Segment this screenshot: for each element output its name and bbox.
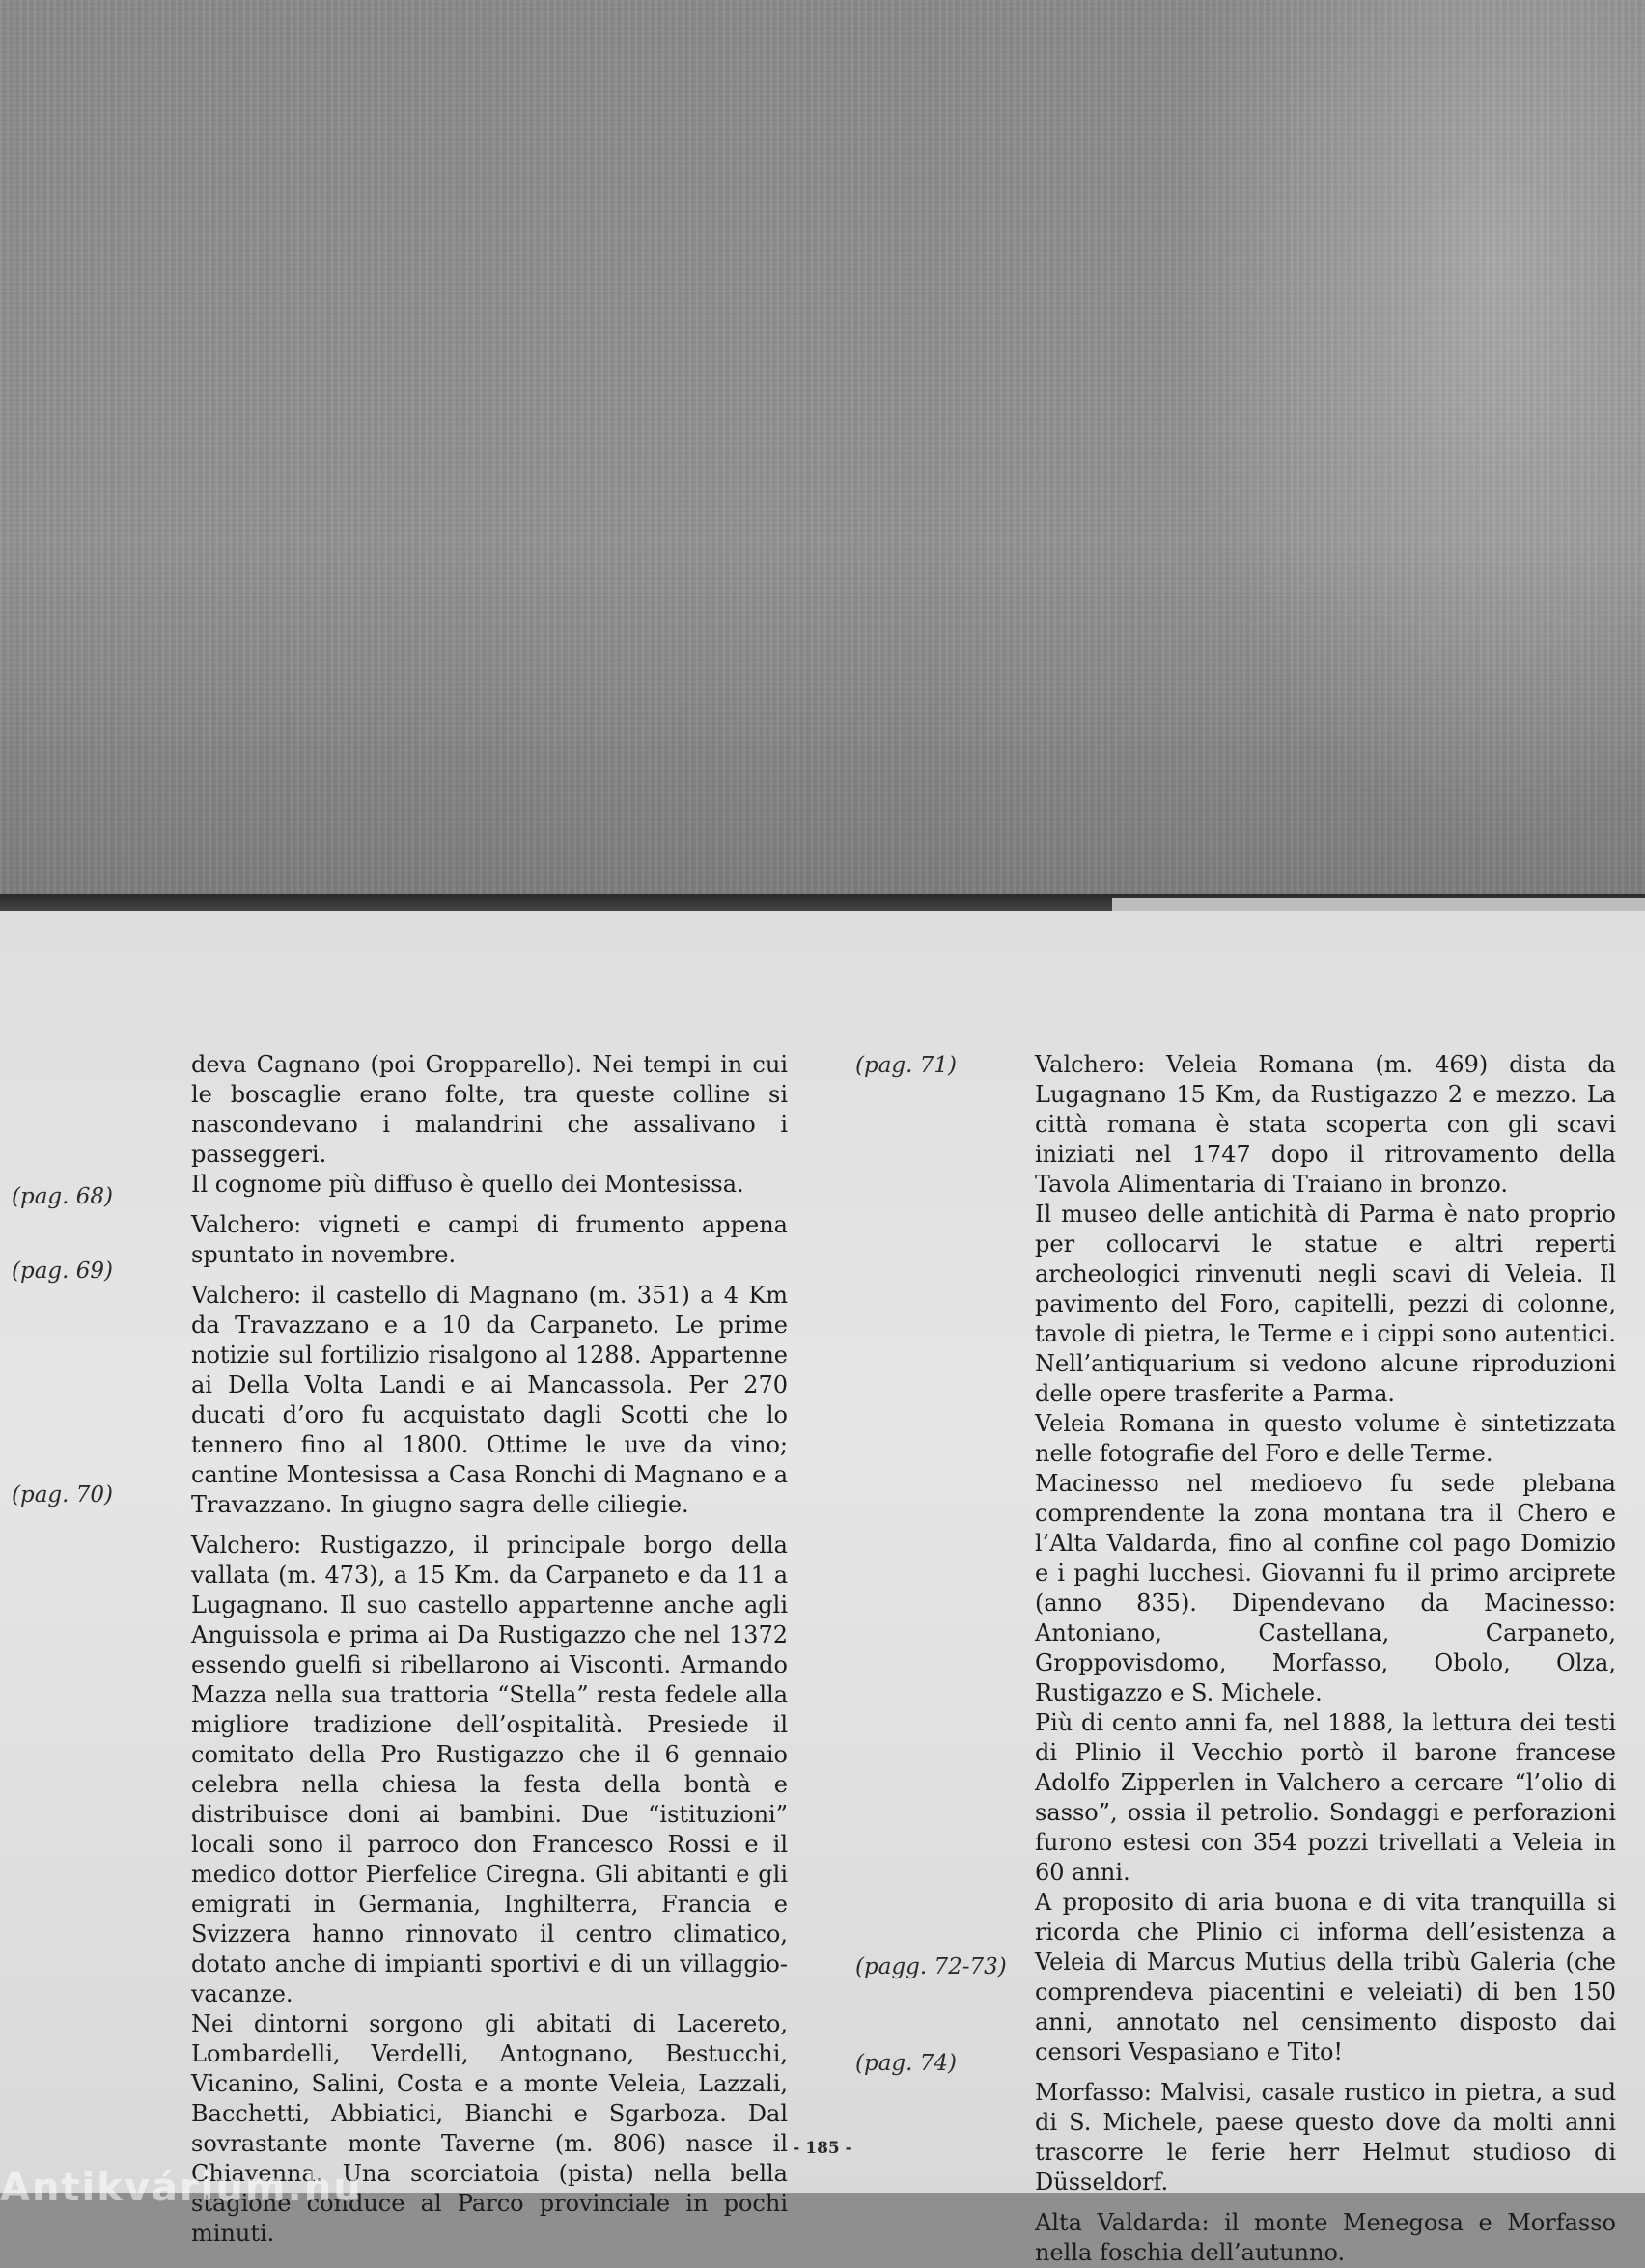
aria-paragraph: A proposito di aria buona e di vita tranquilla si ricorda che Plinio ci informa dell’esistenza a Veleia di Marcus Mutius della tribù Galeria (che comprendeva piacentini e veleiati) di ben 150 anni, annotato nel censimento disposto dai censori Vespasiano e Tito! xyxy=(1035,1889,1616,2065)
ref-pag-71: (pag. 71) xyxy=(855,1053,957,1078)
ref-pag-70: (pag. 70) xyxy=(12,1482,113,1507)
caption-pag-71: Valchero: Veleia Romana (m. 469) dista da Lugagnano 15 Km, da Rustigazzo 2 e mezzo. La città romana è stata scoperta con gli scavi iniziati nel 1747 dopo il ritrovamento della Tavola Alimentaria di Traiano in bronzo. xyxy=(1035,1051,1616,1198)
page-number: - 185 - xyxy=(793,2139,852,2158)
caption-pagg-72-73: Morfasso: Malvisi, casale rustico in pietra, a sud di S. Michele, paese questo dove da molti anni trascorre le ferie herr Helmut studioso di Düsseldorf. xyxy=(1035,2079,1616,2196)
ref-pag-68: (pag. 68) xyxy=(12,1184,113,1209)
plinio-paragraph: Più di cento anni fa, nel 1888, la lettura dei testi di Plinio il Vecchio portò il barone francese Adolfo Zipperlen in Valchero a cercare “l’olio di sasso”, ossia il petrolio. Sondaggi e perforazioni furono estesi con 354 pozzi trivellati a Veleia in 60 anni. xyxy=(1035,1709,1616,1886)
caption-pag-74: Alta Valdarda: il monte Menegosa e Morfasso nella foschia dell’autunno. xyxy=(1035,2209,1616,2266)
watermark: Antikvárium.hu xyxy=(0,2166,363,2210)
light-glare xyxy=(1143,0,1645,898)
left-column xyxy=(191,1050,788,2249)
caption-pag-68: Valchero: vigneti e campi di frumento appena spuntato in novembre. xyxy=(191,1211,788,1268)
caption-pag-70-continued: Nei dintorni sorgono gli abitati di Lacereto, Lombardelli, Verdelli, Antognano, Bestucchi, Vicanino, Salini, Costa e a monte Veleia, Lazzali, Bacchetti, Abbiatici, Bianchi e Sgarboza. Dal sovrastante monte Taverne (m. 806) nasce il Chiavenna. Una scorciatoia (pista) nella bella stagione conduce al Parco provinciale in pochi minuti. xyxy=(191,2010,788,2247)
ref-pag-69: (pag. 69) xyxy=(12,1258,113,1284)
cognome-paragraph: Il cognome più diffuso è quello dei Montesissa. xyxy=(191,1171,744,1198)
caption-pag-70: Valchero: Rustigazzo, il principale borgo della vallata (m. 473), a 15 Km. da Carpaneto e da 11 a Lugagnano. Il suo castello appartenne anche agli Anguissola e prima ai Da Rustigazzo che nel 1372 essendo guelfi si ribellarono ai Visconti. Armando Mazza nella sua trattoria “Stella” resta fedele alla migliore tradizione dell’ospitalità. Presiede il comitato della Pro Rustigazzo che il 6 gennaio celebra nella chiesa la festa della bontà e distribuisce doni ai bambini. Due “istituzioni” locali sono il parroco don Francesco Rossi e il medico dottor Pierfelice Ciregna. Gli abitanti e gli emigrati in Germania, Inghilterra, Francia e Svizzera hanno rinnovato il centro climatico, dotato anche di impianti sportivi e di un villaggio-vacanze. xyxy=(191,1532,788,2007)
museo-paragraph: Il museo delle antichità di Parma è nato proprio per collocarvi le statue e altri reperti archeologici rinvenuti negli scavi di Veleia. Il pavimento del Foro, capitelli, pezzi di colonne, tavole di pietra, le Terme e i cippi sono autentici. Nell’antiquarium si vedono alcune riproduzioni delle opere trasferite a Parma. xyxy=(1035,1201,1616,1407)
intro-paragraph: deva Cagnano (poi Gropparello). Nei tempi in cui le boscaglie erano folte, tra queste colline si nascondevano i malandrini che assalivano i passeggeri. xyxy=(191,1051,788,1168)
right-column xyxy=(1035,1050,1616,2268)
ref-pag-74: (pag. 74) xyxy=(855,2051,957,2076)
opposite-page-edge xyxy=(1112,898,1645,911)
veleia-paragraph: Veleia Romana in questo volume è sintetizzata nelle fotografie del Foro e delle Terme. xyxy=(1035,1410,1616,1467)
macinesso-paragraph: Macinesso nel medioevo fu sede plebana comprendente la zona montana tra il Chero e l’Alta Valdarda, fino al confine col pago Domizio e i paghi lucchesi. Giovanni fu il primo arciprete (anno 835). Dipendevano da Macinesso: Antoniano, Castellana, Carpaneto, Groppovisdomo, Morfasso, Obolo, Olza, Rustigazzo e S. Michele. xyxy=(1035,1470,1616,1706)
ref-pagg-72-73: (pagg. 72-73) xyxy=(855,1954,1007,1979)
caption-pag-69: Valchero: il castello di Magnano (m. 351) a 4 Km da Travazzano e a 10 da Carpaneto. Le prime notizie sul fortilizio risalgono al 1288. Appartenne ai Della Volta Landi e ai Mancassola. Per 270 ducati d’oro fu acquistato dagli Scotti che lo tennero fino al 1800. Ottime le uve da vino; cantine Montesissa a Casa Ronchi di Magnano e a Travazzano. In giugno sagra delle ciliegie. xyxy=(191,1282,788,1518)
